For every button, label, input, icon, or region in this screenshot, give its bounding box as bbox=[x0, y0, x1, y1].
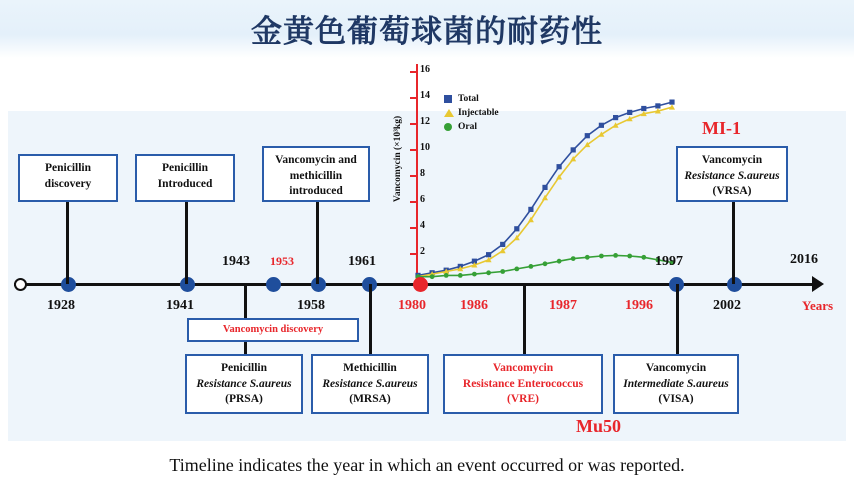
year-label-1996: 1996 bbox=[625, 298, 653, 313]
event-box-vrsa[interactable] bbox=[676, 146, 788, 202]
stem-vanco-meth-introduced bbox=[316, 198, 319, 284]
event-line-2: methicillin bbox=[289, 169, 343, 182]
axis-dot-1943[interactable] bbox=[266, 277, 281, 292]
event-box-mrsa[interactable] bbox=[311, 354, 429, 414]
event-label: Vancomycin discovery bbox=[222, 323, 324, 335]
legend-label-injectable: Injectable bbox=[458, 108, 499, 118]
chart-ytick-16: 16 bbox=[420, 64, 430, 75]
event-line-1: Penicillin bbox=[221, 362, 267, 374]
event-line-1: Penicillin bbox=[162, 162, 208, 174]
event-line-1: Vancomycin bbox=[492, 362, 554, 374]
year-label-1953: 1953 bbox=[270, 254, 294, 268]
event-line-2: Resistance S.aureus bbox=[196, 377, 292, 390]
axis-dot-1980[interactable] bbox=[413, 277, 428, 292]
event-box-vancomycin-discovery[interactable] bbox=[187, 318, 359, 342]
event-line-2: Resistance S.aureus bbox=[684, 169, 780, 182]
page-title: 金黄色葡萄球菌的耐药性 bbox=[251, 14, 603, 49]
chart-ytick-14: 14 bbox=[420, 90, 430, 101]
axis-start-dot bbox=[14, 278, 27, 291]
chart-ytick-8: 8 bbox=[420, 168, 425, 179]
year-label-2002: 2002 bbox=[713, 298, 741, 313]
figure-caption: Timeline indicates the year in which an event occurred or was reported. bbox=[169, 455, 685, 475]
stem-penicillin-introduced bbox=[185, 198, 188, 284]
event-line-2: Introduced bbox=[157, 177, 213, 190]
chart-ytick-12: 12 bbox=[420, 116, 430, 127]
event-line-2: discovery bbox=[44, 177, 92, 190]
event-line-3: (PRSA) bbox=[225, 393, 263, 406]
year-label-1958: 1958 bbox=[297, 298, 325, 313]
event-line-2: Resistance S.aureus bbox=[322, 377, 418, 390]
chart-ytick-6: 6 bbox=[420, 194, 425, 205]
event-box-visa[interactable] bbox=[613, 354, 739, 414]
event-line-1: Penicillin bbox=[45, 162, 91, 174]
event-line-3: (VRE) bbox=[507, 393, 539, 406]
chart-ytick-10: 10 bbox=[420, 142, 430, 153]
year-label-1941: 1941 bbox=[166, 298, 194, 313]
axis-end-year: 2016 bbox=[790, 252, 818, 267]
axis-units-label: Years bbox=[802, 298, 834, 313]
vancomycin-usage-chart bbox=[382, 58, 702, 290]
event-box-penicillin-introduced[interactable] bbox=[135, 154, 235, 202]
event-box-vanco-meth-introduced[interactable] bbox=[262, 146, 370, 202]
year-label-1986: 1986 bbox=[460, 298, 488, 313]
stem-penicillin-discovery bbox=[66, 198, 69, 284]
title-band bbox=[0, 0, 854, 58]
event-line-3: (MRSA) bbox=[349, 393, 391, 406]
event-line-3: (VISA) bbox=[658, 393, 694, 406]
event-line-1: Vancomycin and bbox=[275, 154, 357, 166]
tag-mi1: MI-1 bbox=[702, 118, 741, 138]
stem-vre bbox=[523, 284, 526, 354]
year-label-1961: 1961 bbox=[348, 254, 376, 269]
year-label-1928: 1928 bbox=[47, 298, 75, 313]
chart-ytick-2: 2 bbox=[420, 246, 425, 257]
stem-mrsa bbox=[369, 284, 372, 354]
chart-y-axis-label: Vancomycin (×10³kg) bbox=[393, 115, 403, 203]
year-label-1943: 1943 bbox=[222, 254, 250, 269]
year-label-1987: 1987 bbox=[549, 298, 577, 313]
event-line-1: Methicillin bbox=[343, 362, 397, 374]
tag-mu50: Mu50 bbox=[576, 416, 621, 436]
legend-label-total: Total bbox=[458, 94, 479, 104]
event-line-2: Resistance Enterococcus bbox=[462, 377, 584, 390]
event-line-2: Intermediate S.aureus bbox=[623, 377, 729, 390]
event-line-1: Vancomycin bbox=[701, 154, 763, 166]
stem-vrsa bbox=[732, 198, 735, 284]
event-line-3: introduced bbox=[289, 185, 343, 198]
chart-ytick-4: 4 bbox=[420, 220, 425, 231]
year-label-1980: 1980 bbox=[398, 298, 426, 313]
timeline-figure bbox=[0, 58, 854, 448]
event-line-3: (VRSA) bbox=[712, 185, 752, 198]
event-box-vre[interactable] bbox=[443, 354, 603, 414]
event-line-1: Vancomycin bbox=[645, 362, 707, 374]
timeline-axis-arrow-icon bbox=[812, 276, 824, 292]
year-label-1997: 1997 bbox=[655, 254, 683, 269]
chart-plot-area bbox=[382, 58, 702, 290]
legend-label-oral: Oral bbox=[458, 122, 477, 132]
event-box-penicillin-discovery[interactable] bbox=[18, 154, 118, 202]
event-box-prsa[interactable] bbox=[185, 354, 303, 414]
stem-visa bbox=[676, 284, 679, 354]
